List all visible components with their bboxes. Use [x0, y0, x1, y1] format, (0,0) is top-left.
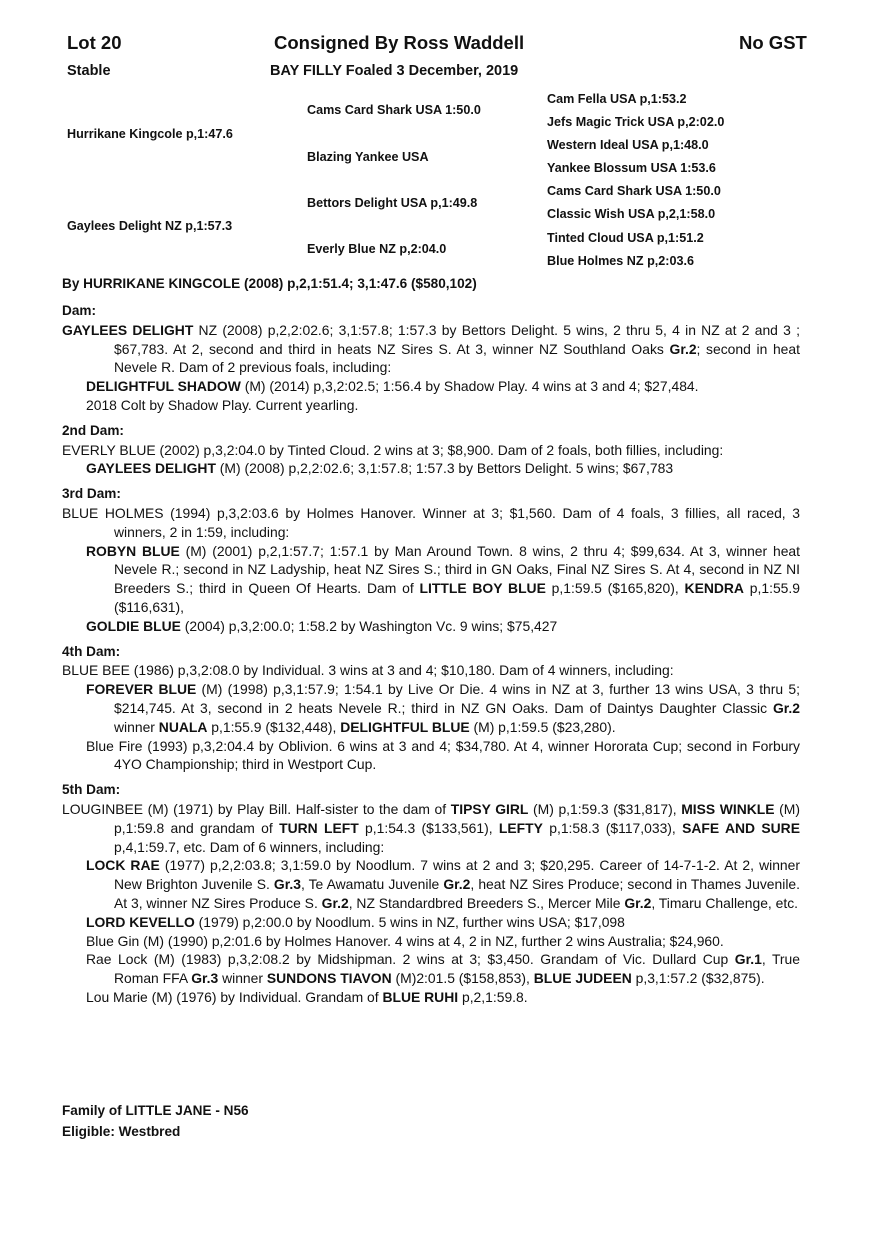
pedigree-g3-5: Cams Card Shark USA 1:50.0 [547, 184, 721, 198]
dam5-foal: Rae Lock (M) (1983) p,3,2:08.2 by Midshipman. 2 wins at 3; $3,450. Grandam of Vic. Dullard Cup Gr.1, True Roman FFA Gr.3 winner SUNDONS TIAVON (M)2:01.5 ($158,853), BLUE JUDEEN p,3,1:57.2 ($32,875). [86, 951, 800, 987]
pedigree-g3-4: Yankee Blossum USA 1:53.6 [547, 161, 716, 175]
pedigree-sire-dam: Blazing Yankee USA [307, 150, 429, 164]
dam2-heading: 2nd Dam: [62, 422, 124, 438]
dam5-foal: Blue Gin (M) (1990) p,2:01.6 by Holmes Hanover. 4 wins at 4, 2 in NZ, further 2 wins Australia; $24,960. [86, 932, 724, 949]
pedigree-g3-2: Jefs Magic Trick USA p,2:02.0 [547, 115, 725, 129]
stable-label: Stable [67, 63, 111, 79]
dam-foal: DELIGHTFUL SHADOW (M) (2014) p,3,2:02.5; 1:56.4 by Shadow Play. 4 wins at 3 and 4; $27,484. [86, 378, 699, 395]
pedigree-g3-3: Western Ideal USA p,1:48.0 [547, 138, 709, 152]
dam4-foal: Blue Fire (1993) p,3,2:04.4 by Oblivion. 6 wins at 3 and 4; $34,780. At 4, winner Hororata Cup; second in Forbury 4YO Championship; third in Westport Cup. [86, 737, 800, 773]
dam4-heading: 4th Dam: [62, 643, 121, 659]
grade-label: Gr.2 [669, 340, 697, 357]
dam2-entry: EVERLY BLUE (2002) p,3,2:04.0 by Tinted Cloud. 2 wins at 3; $8,900. Dam of 2 foals, both fillies, including: [62, 441, 724, 458]
horse-description: BAY FILLY Foaled 3 December, 2019 [270, 63, 519, 79]
dam3-entry: BLUE HOLMES (1994) p,3,2:03.6 by Holmes Hanover. Winner at 3; $1,560. Dam of 4 foals, 3 fillies, all raced, 3 winners, 2 in 1:59, including: [62, 504, 800, 540]
pedigree-g3-1: Cam Fella USA p,1:53.2 [547, 92, 687, 106]
dam-entry: GAYLEES DELIGHT NZ (2008) p,2,2:02.6; 3,1:57.8; 1:57.3 by Bettors Delight. 5 wins, 2 thru 5, 4 in NZ at 2 and 3 ; $67,783. At 2, second and third in heats NZ Sires S. At 3, winner NZ Southland Oaks Gr.2; second in heat Nevele R. Dam of 2 previous foals, including: [62, 321, 800, 376]
family-body [62, 302, 800, 1007]
lot-number: Lot 20 [67, 32, 122, 53]
dam3-foal: ROBYN BLUE (M) (2001) p,2,1:57.7; 1:57.1 by Man Around Town. 8 wins, 2 thru 4; $99,634. At 3, winner heat Nevele R.; second in NZ Ladyship, heat NZ Sires S.; third in GN Oaks, Final NZ Sires S. At 4, second in NZ NI Breeders S.; third in Queen Of Hearts. Dam of LITTLE BOY BLUE p,1:59.5 ($165,820), KENDRA p,1:55.9 ($116,631), [86, 542, 801, 615]
pedigree-dam: Gaylees Delight NZ p,1:57.3 [67, 219, 233, 233]
pedigree-sire: Hurrikane Kingcole p,1:47.6 [67, 127, 233, 141]
pedigree-g3-8: Blue Holmes NZ p,2:03.6 [547, 254, 694, 268]
dam3-heading: 3rd Dam: [62, 486, 121, 502]
dam4-entry: BLUE BEE (1986) p,3,2:08.0 by Individual. 3 wins at 3 and 4; $10,180. Dam of 4 winners, including: [62, 662, 674, 679]
dam2-foal: GAYLEES DELIGHT (M) (2008) p,2,2:02.6; 3,1:57.8; 1:57.3 by Bettors Delight. 5 wins; $67,783 [86, 460, 674, 477]
dam-name: GAYLEES DELIGHT [62, 321, 194, 338]
sire-line: By HURRIKANE KINGCOLE (2008) p,2,1:51.4; 3,1:47.6 ($580,102) [62, 276, 477, 291]
dam-foal: 2018 Colt by Shadow Play. Current yearling. [86, 396, 359, 413]
pedigree-dam-sire: Bettors Delight USA p,1:49.8 [307, 196, 478, 210]
pedigree-dam-dam: Everly Blue NZ p,2:04.0 [307, 242, 447, 256]
consignor: Consigned By Ross Waddell [274, 32, 525, 53]
dam5-entry: LOUGINBEE (M) (1971) by Play Bill. Half-sister to the dam of TIPSY GIRL (M) p,1:59.3 ($31,817), MISS WINKLE (M) p,1:59.8 and grandam of TURN LEFT p,1:54.3 ($133,561), LEFTY p,1:58.3 ($117,033), SAFE AND SURE p,4,1:59.7, etc. Dam of 6 winners, including: [62, 800, 800, 855]
pedigree-g3-7: Tinted Cloud USA p,1:51.2 [547, 231, 704, 245]
dam5-foal: LORD KEVELLO (1979) p,2:00.0 by Noodlum. 5 wins in NZ, further wins USA; $17,098 [86, 913, 625, 930]
dam5-heading: 5th Dam: [62, 782, 121, 798]
dam-heading: Dam: [62, 303, 96, 318]
family-line: Family of LITTLE JANE - N56 [62, 1103, 249, 1118]
dam5-foal: Lou Marie (M) (1976) by Individual. Grandam of BLUE RUHI p,2,1:59.8. [86, 988, 528, 1005]
dam3-foal: GOLDIE BLUE (2004) p,3,2:00.0; 1:58.2 by Washington Vc. 9 wins; $75,427 [86, 617, 558, 634]
dam5-foal: LOCK RAE (1977) p,2,2:03.8; 3,1:59.0 by Noodlum. 7 wins at 2 and 3; $20,295. Career of 14-7-1-2. At 2, winner New Brighton Juvenile S. Gr.3, Te Awamatu Juvenile Gr.2, heat NZ Sires Produce; second in Thames Juvenile. At 3, winner NZ Sires Produce S. Gr.2, NZ Standardbred Breeders S., Mercer Mile Gr.2, Timaru Challenge, etc. [86, 857, 800, 911]
pedigree-sire-sire: Cams Card Shark USA 1:50.0 [307, 103, 481, 117]
pedigree-g3-6: Classic Wish USA p,2,1:58.0 [547, 207, 716, 221]
gst-status: No GST [739, 32, 807, 53]
dam4-foal: FOREVER BLUE (M) (1998) p,3,1:57.9; 1:54.1 by Live Or Die. 4 wins in NZ at 3, further 13 wins USA, 3 thru 5; $214,745. At 3, second in 2 heats Nevele R.; third in NZ GN Oaks. Dam of Daintys Daughter Classic Gr.2 winner NUALA p,1:55.9 ($132,448), DELIGHTFUL BLUE (M) p,1:59.5 ($23,280). [86, 681, 800, 735]
eligibility: Eligible: Westbred [62, 1124, 181, 1139]
